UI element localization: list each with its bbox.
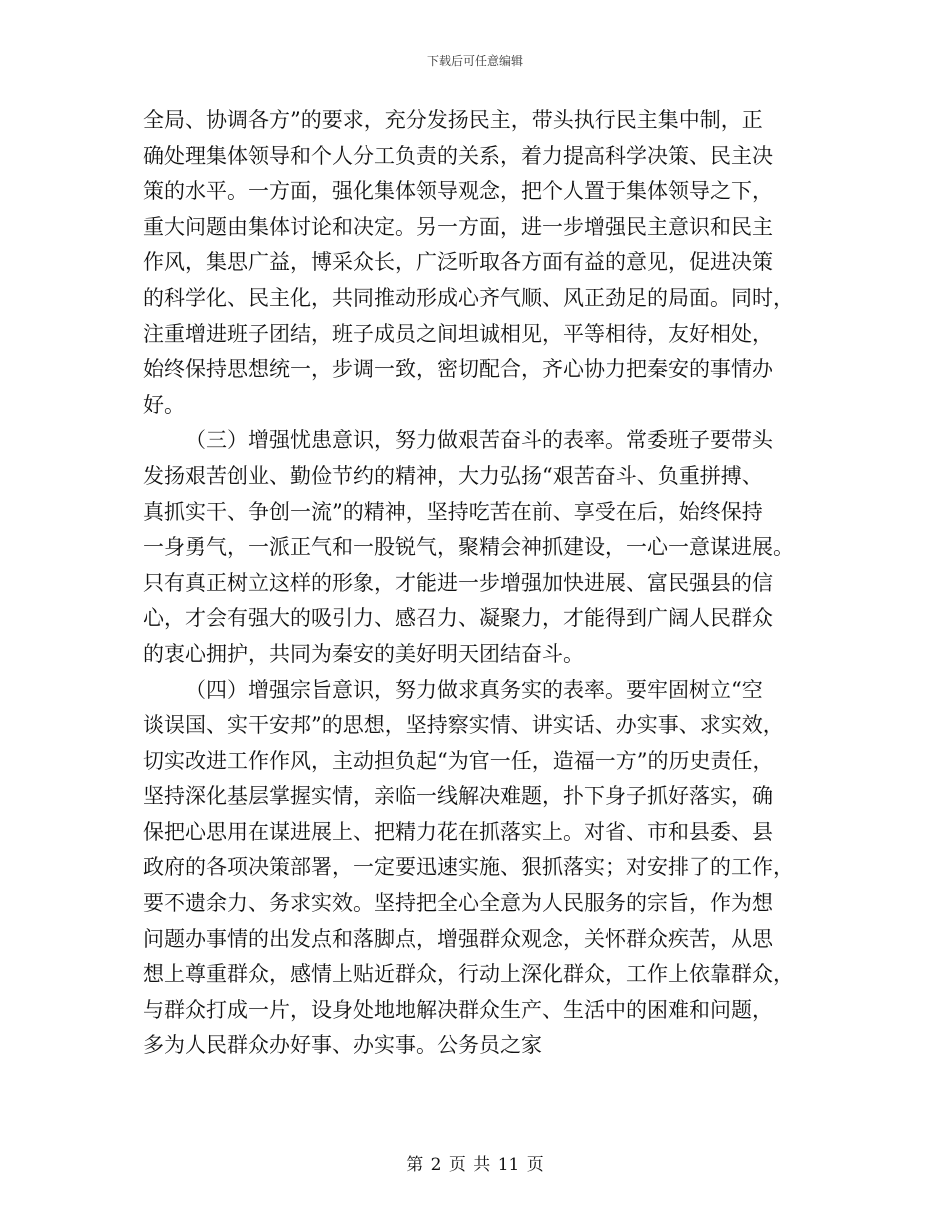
text-line: 问题办事情的出发点和落脚点，增强群众观念，关怀群众疾苦，从思 xyxy=(143,926,773,951)
paragraph-start-line: （三）增强忧患意识，努力做艰苦奋斗的表率。常委班子要带头 xyxy=(185,428,773,453)
text-line: 政府的各项决策部署，一定要迅速实施、狠抓落实；对安排了的工作， xyxy=(143,855,794,880)
text-line: 确处理集体领导和个人分工负责的关系，着力提高科学决策、民主决 xyxy=(143,143,773,168)
text-line: 心，才会有强大的吸引力、感召力、凝聚力，才能得到广阔人民群众 xyxy=(143,606,773,631)
text-line: 策的水平。一方面，强化集体领导观念，把个人置于集体领导之下， xyxy=(143,179,773,204)
text-line: 注重增进班子团结，班子成员之间坦诚相见，平等相待，友好相处， xyxy=(143,321,773,346)
text-line: 的科学化、民主化，共同推动形成心齐气顺、风正劲足的局面。同时， xyxy=(143,285,794,310)
text-line: 保把心思用在谋进展上、把精力花在抓落实上。对省、市和县委、县 xyxy=(143,819,773,844)
text-line: 切实改进工作作风，主动担负起“为官一任，造福一方”的历史责任， xyxy=(143,748,774,773)
page-header-note: 下载后可任意编辑 xyxy=(426,54,523,68)
document-body xyxy=(143,103,808,1064)
text-line: 发扬艰苦创业、勤俭节约的精神，大力弘扬“艰苦奋斗、负重拼搏、 xyxy=(143,463,763,488)
text-line: 一身勇气，一派正气和一股锐气，聚精会神抓建设，一心一意谋进展。 xyxy=(143,535,794,560)
page-number: 第 2 页 共 11 页 xyxy=(406,1155,544,1175)
text-line: 谈误国、实干安邦”的思想，坚持察实情、讲实话、办实事、求实效， xyxy=(143,713,784,738)
text-line: 多为人民群众办好事、办实事。公务员之家 xyxy=(143,1033,542,1058)
text-line: 重大问题由集体讨论和决定。另一方面，进一步增强民主意识和民主 xyxy=(143,214,773,239)
text-line: 要不遗余力、务求实效。坚持把全心全意为人民服务的宗旨，作为想 xyxy=(143,891,773,916)
text-line: 全局、协调各方”的要求，充分发扬民主，带头执行民主集中制，正 xyxy=(143,108,763,132)
text-line: 想上尊重群众，感情上贴近群众，行动上深化群众，工作上依靠群众， xyxy=(143,962,794,987)
text-line: 好。 xyxy=(143,392,185,417)
text-line: 与群众打成一片，设身处地地解决群众生产、生活中的困难和问题， xyxy=(143,997,773,1022)
text-line: 只有真正树立这样的形象，才能进一步增强加快进展、富民强县的信 xyxy=(143,570,773,595)
text-line: 始终保持思想统一，步调一致，密切配合，齐心协力把秦安的事情办 xyxy=(143,357,773,382)
text-line: 真抓实干、争创一流”的精神，坚持吃苦在前、享受在后，始终保持 xyxy=(143,499,763,524)
text-line: 作风，集思广益，博采众长，广泛听取各方面有益的意见，促进决策 xyxy=(143,250,773,275)
text-line: 的衷心拥护，共同为秦安的美好明天团结奋斗。 xyxy=(143,641,584,666)
paragraph-start-line: （四）增强宗旨意识，努力做求真务实的表率。要牢固树立“空 xyxy=(185,677,763,702)
text-line: 坚持深化基层掌握实情，亲临一线解决难题，扑下身子抓好落实，确 xyxy=(143,784,773,809)
